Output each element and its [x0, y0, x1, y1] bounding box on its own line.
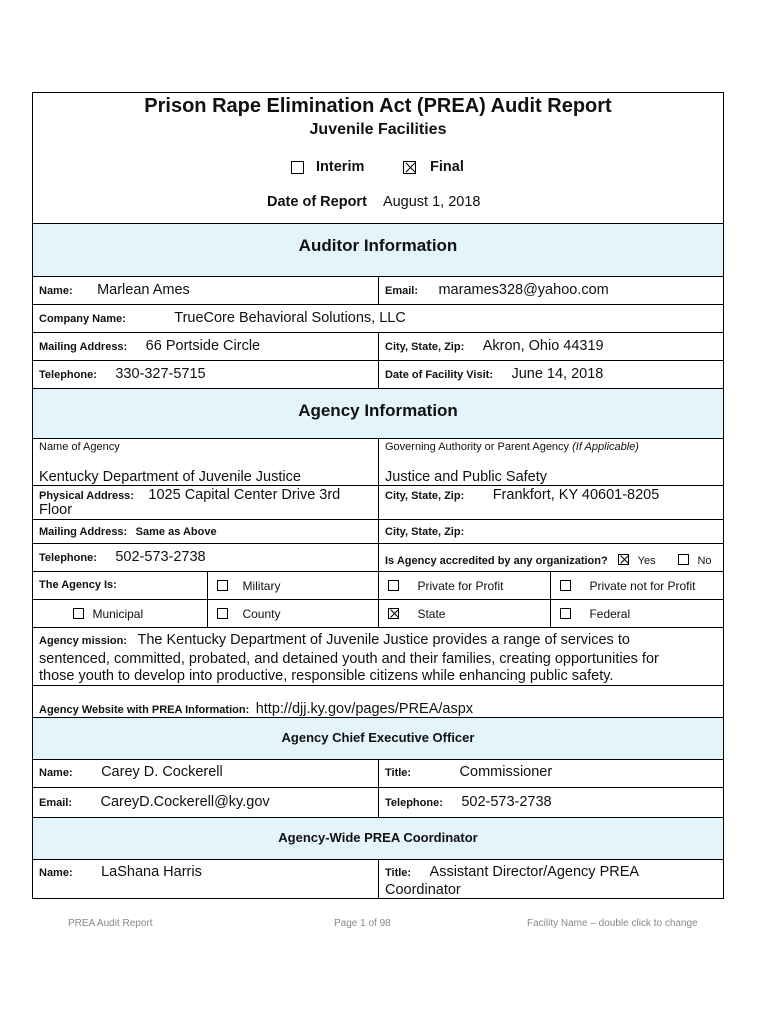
accredited-no-label: No	[697, 555, 712, 567]
visit-date-field[interactable]: June 14, 2018	[511, 366, 604, 382]
auditor-name-field[interactable]: Marlean Ames	[97, 282, 190, 298]
mission-line-2[interactable]: sentenced, committed, probated, and detained youth and their families, creating opportunities for	[39, 650, 659, 667]
ceo-name-field[interactable]: Carey D. Cockerell	[101, 764, 223, 780]
coordinator-title-line2[interactable]: Coordinator	[385, 882, 461, 898]
auditor-city-label: City, State, Zip:	[385, 341, 465, 353]
footer-page-number: Page 1 of 98	[334, 918, 391, 929]
state-checkbox[interactable]	[388, 608, 399, 619]
private-profit-label: Private for Profit	[417, 579, 504, 593]
audit-form	[32, 92, 724, 899]
ceo-title-label: Title:	[385, 767, 412, 779]
agency-mailing-city-label: City, State, Zip:	[385, 526, 465, 538]
private-nonprofit-label: Private not for Profit	[589, 579, 696, 593]
mission-label: Agency mission:	[39, 635, 128, 647]
municipal-label: Municipal	[92, 607, 144, 621]
interim-label: Interim	[316, 159, 365, 175]
report-subtitle: Juvenile Facilities	[309, 121, 447, 138]
ceo-title-field[interactable]: Commissioner	[459, 764, 553, 780]
coordinator-name-label: Name:	[39, 867, 73, 879]
mission-line-3[interactable]: those youth to develop into productive, responsible citizens while enhancing public safety.	[39, 668, 614, 684]
municipal-checkbox[interactable]	[73, 608, 84, 619]
physical-address-field[interactable]: 1025 Capital Center Drive 3rd	[148, 487, 341, 503]
report-title: Prison Rape Elimination Act (PREA) Audit Report	[144, 95, 612, 117]
agency-name-label: Name of Agency	[39, 441, 120, 453]
private-nonprofit-checkbox[interactable]	[560, 580, 571, 591]
county-checkbox[interactable]	[217, 608, 228, 619]
accredited-no-checkbox[interactable]	[678, 554, 689, 565]
report-header	[33, 93, 723, 223]
coordinator-title-label: Title:	[385, 867, 412, 879]
final-label: Final	[430, 159, 464, 175]
visit-date-label: Date of Facility Visit:	[385, 369, 493, 381]
ceo-email-field[interactable]: CareyD.Cockerell@ky.gov	[100, 794, 270, 810]
date-value[interactable]: August 1, 2018	[382, 194, 481, 210]
footer-left: PREA Audit Report	[68, 918, 153, 929]
auditor-phone-label: Telephone:	[39, 369, 97, 381]
gov-authority-label: Governing Authority or Parent Agency	[385, 441, 570, 453]
agency-city-field[interactable]: Frankfort, KY 40601-8205	[492, 487, 660, 503]
interim-checkbox[interactable]	[291, 161, 304, 174]
federal-label: Federal	[589, 607, 631, 621]
mission-line-1[interactable]: The Kentucky Department of Juvenile Justice provides a range of services to	[137, 632, 630, 648]
agency-phone-label: Telephone:	[39, 552, 97, 564]
company-field[interactable]: TrueCore Behavioral Solutions, LLC	[174, 310, 406, 326]
agency-mailing-field[interactable]: Same as Above	[135, 526, 217, 538]
website-label: Agency Website with PREA Information:	[39, 704, 250, 716]
agency-name-field[interactable]: Kentucky Department of Juvenile Justice	[39, 469, 301, 485]
auditor-section-title: Auditor Information	[298, 236, 458, 255]
auditor-mailing-field[interactable]: 66 Portside Circle	[145, 338, 261, 354]
company-label: Company Name:	[39, 313, 126, 325]
county-label: County	[242, 607, 281, 621]
gov-authority-field[interactable]: Justice and Public Safety	[385, 469, 548, 485]
footer-facility-name[interactable]: Facility Name – double click to change	[527, 918, 698, 929]
agency-mailing-label: Mailing Address:	[39, 526, 128, 538]
physical-address-label: Physical Address:	[39, 490, 134, 502]
auditor-phone-field[interactable]: 330-327-5715	[115, 366, 206, 382]
federal-checkbox[interactable]	[560, 608, 571, 619]
accredited-yes-label: Yes	[637, 555, 656, 567]
coordinator-name-field[interactable]: LaShana Harris	[101, 864, 202, 880]
ceo-email-label: Email:	[39, 797, 73, 809]
coordinator-section-title: Agency-Wide PREA Coordinator	[278, 830, 478, 845]
agency-city-label: City, State, Zip:	[385, 490, 465, 502]
gov-authority-note: (If Applicable)	[572, 441, 639, 453]
auditor-city-field[interactable]: Akron, Ohio 44319	[482, 338, 604, 354]
agency-section-title: Agency Information	[298, 401, 458, 420]
agency-phone-field[interactable]: 502-573-2738	[115, 549, 206, 565]
ceo-name-label: Name:	[39, 767, 73, 779]
auditor-name-label: Name:	[39, 285, 73, 297]
website-field[interactable]: http://djj.ky.gov/pages/PREA/aspx	[255, 701, 474, 717]
ceo-phone-label: Telephone:	[385, 797, 443, 809]
coordinator-title-field[interactable]: Assistant Director/Agency PREA	[429, 864, 640, 880]
auditor-email-field[interactable]: marames328@yahoo.com	[438, 282, 609, 298]
final-checkbox[interactable]	[403, 161, 416, 174]
state-label: State	[417, 607, 446, 621]
auditor-mailing-label: Mailing Address:	[39, 341, 128, 353]
date-label: Date of Report	[267, 194, 367, 210]
ceo-section-title: Agency Chief Executive Officer	[281, 730, 475, 745]
physical-address-line2[interactable]: Floor	[39, 502, 73, 518]
military-checkbox[interactable]	[217, 580, 228, 591]
agency-type-label: The Agency Is:	[39, 579, 117, 591]
accredited-label: Is Agency accredited by any organization?	[385, 555, 608, 567]
accredited-yes-checkbox[interactable]	[618, 554, 629, 565]
military-label: Military	[242, 579, 281, 593]
private-profit-checkbox[interactable]	[388, 580, 399, 591]
auditor-email-label: Email:	[385, 285, 419, 297]
ceo-phone-field[interactable]: 502-573-2738	[461, 794, 552, 810]
